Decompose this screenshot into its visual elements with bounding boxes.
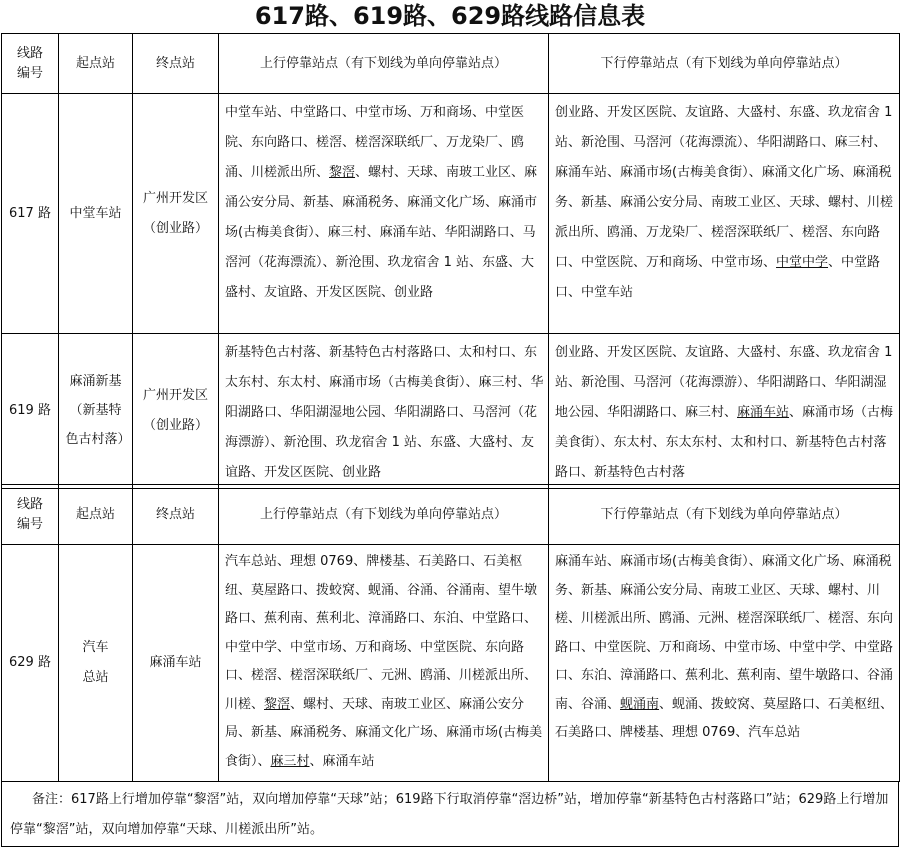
route-end: 广州开发区（创业路） <box>133 94 219 334</box>
one-way-stop: 麻涌车站 <box>737 405 790 420</box>
table-row <box>2 94 900 334</box>
route-start: 中堂车站 <box>59 94 133 334</box>
stop-list-text: 中堂车站、中堂路口、中堂市场、万和商场、中堂医院、东向路口、槎滘、槎滘深联纸厂、万龙染厂、鸥涌、川槎派出所、 <box>225 105 525 180</box>
route-table-617-619 <box>1 33 900 489</box>
route-down-stops <box>549 94 900 334</box>
header-route: 线路编号 <box>2 485 59 545</box>
header-start: 起点站 <box>59 485 133 545</box>
stop-list-text: 创业路、开发区医院、友谊路、大盛村、东盛、玖龙宿舍 1 站、新沧围、马滘河（花海漂游）、华阳湖路口、华阳湖湿地公园、华阳湖路口、麻三村、 <box>555 345 893 420</box>
stop-list-text: 新基特色古村落、新基特色古村落路口、太和村口、东太东村、东太村、麻涌市场（古梅美食街）、麻三村、华阳湖路口、华阳湖湿地公园、华阳湖路口、马滘河（花海漂游）、新沧围、玖龙宿舍 1 站、东盛、大盛村、友谊路、开发区医院、创业路 <box>225 345 544 480</box>
header-end: 终点站 <box>133 34 219 94</box>
route-down-stops <box>549 334 900 489</box>
header-start: 起点站 <box>59 34 133 94</box>
stop-list-text: 、蚬涌、拨蛟窝、莫屋路口、石美枢纽、石美路口、牌楼基、理想 0769、汽车总站 <box>555 696 894 740</box>
header-down: 下行停靠站点（有下划线为单向停靠站点） <box>549 485 900 545</box>
route-name: 629 路 <box>2 545 59 782</box>
table-header-row <box>2 485 900 545</box>
route-end: 广州开发区（创业路） <box>133 334 219 489</box>
stop-list-text: 、麻涌市场（古梅美食街）、东太村、东太东村、太和村口、新基特色古村落路口、新基特色古村落 <box>555 405 894 480</box>
one-way-stop: 黎滘 <box>264 696 291 712</box>
stop-list-text: 、螺村、天球、南玻工业区、麻涌公安分局、新基、麻涌税务、麻涌文化广场、麻涌市场(古梅美食街）、麻三村、麻涌车站、华阳湖路口、马滘河（花海漂流）、新沧围、玖龙宿舍 1 站、东盛、大盛村、友谊路、开发区医院、创业路 <box>225 165 538 300</box>
route-table-629 <box>1 484 900 782</box>
route-end: 麻涌车站 <box>133 545 219 782</box>
header-up: 上行停靠站点（有下划线为单向停靠站点） <box>219 34 549 94</box>
stop-list-text: 、中堂路口、中堂车站 <box>555 255 881 300</box>
one-way-stop: 蚬涌南 <box>620 696 660 712</box>
route-name: 617 路 <box>2 94 59 334</box>
route-up-stops <box>219 94 549 334</box>
route-up-stops <box>219 334 549 489</box>
one-way-stop: 中堂中学 <box>776 255 829 270</box>
table-header-row <box>2 34 900 94</box>
stop-list-text: 汽车总站、理想 0769、牌楼基、石美路口、石美枢纽、莫屋路口、拨蛟窝、蚬涌、谷涌、谷涌南、望牛墩路口、蕉利南、蕉利北、漳涌路口、东泊、中堂路口、中堂中学、中堂市场、万和商场、中堂医院、东向路口、槎滘、槎滘深联纸厂、元洲、鸥涌、川槎派出所、川槎、 <box>225 554 538 712</box>
route-name: 619 路 <box>2 334 59 489</box>
route-start: 汽车总站 <box>59 545 133 782</box>
header-up: 上行停靠站点（有下划线为单向停靠站点） <box>219 485 549 545</box>
header-end: 终点站 <box>133 485 219 545</box>
route-down-stops <box>549 545 900 782</box>
stop-list-text: 、螺村、天球、南玻工业区、麻涌公安分局、新基、麻涌税务、麻涌文化广场、麻涌市场(古梅美食街）、 <box>225 696 543 769</box>
stop-list-text: 、麻涌车站 <box>309 753 375 769</box>
header-route: 线路编号 <box>2 34 59 94</box>
route-up-stops <box>219 545 549 782</box>
table-row <box>2 545 900 782</box>
one-way-stop: 黎滘 <box>329 165 356 180</box>
route-start: 麻涌新基（新基特色古村落） <box>59 334 133 489</box>
stop-list-text: 麻涌车站、麻涌市场(古梅美食街）、麻涌文化广场、麻涌税务、新基、麻涌公安分局、南玻工业区、天球、螺村、川槎、川槎派出所、鸥涌、元洲、槎滘深联纸厂、槎滘、东向路口、中堂医院、万和商场、中堂市场、中堂中学、中堂路口、东泊、漳涌路口、蕉利北、蕉利南、望牛墩路口、谷涌南、谷涌、 <box>555 554 894 712</box>
footnote: 备注：617路上行增加停靠“黎滘”站，双向增加停靠“天球”站；619路下行取消停靠“滘边桥”站，增加停靠“新基特色古村落路口”站；629路上行增加停靠“黎滘”站，双向增加停靠“天球、川槎派出所”站。 <box>1 781 899 847</box>
page-title: 617路、619路、629路线路信息表 <box>254 2 646 30</box>
one-way-stop: 麻三村 <box>270 753 310 769</box>
stop-list-text: 创业路、开发区医院、友谊路、大盛村、东盛、玖龙宿舍 1 站、新沧围、马滘河（花海漂流）、华阳湖路口、麻三村、麻涌车站、麻涌市场(古梅美食街）、麻涌文化广场、麻涌税务、新基、麻涌公安分局、南玻工业区、天球、螺村、川槎派出所、鸥涌、万龙染厂、槎滘深联纸厂、槎滘、东向路口、中堂医院、万和商场、中堂市场、 <box>555 105 894 270</box>
table-row <box>2 334 900 489</box>
header-down: 下行停靠站点（有下划线为单向停靠站点） <box>549 34 900 94</box>
